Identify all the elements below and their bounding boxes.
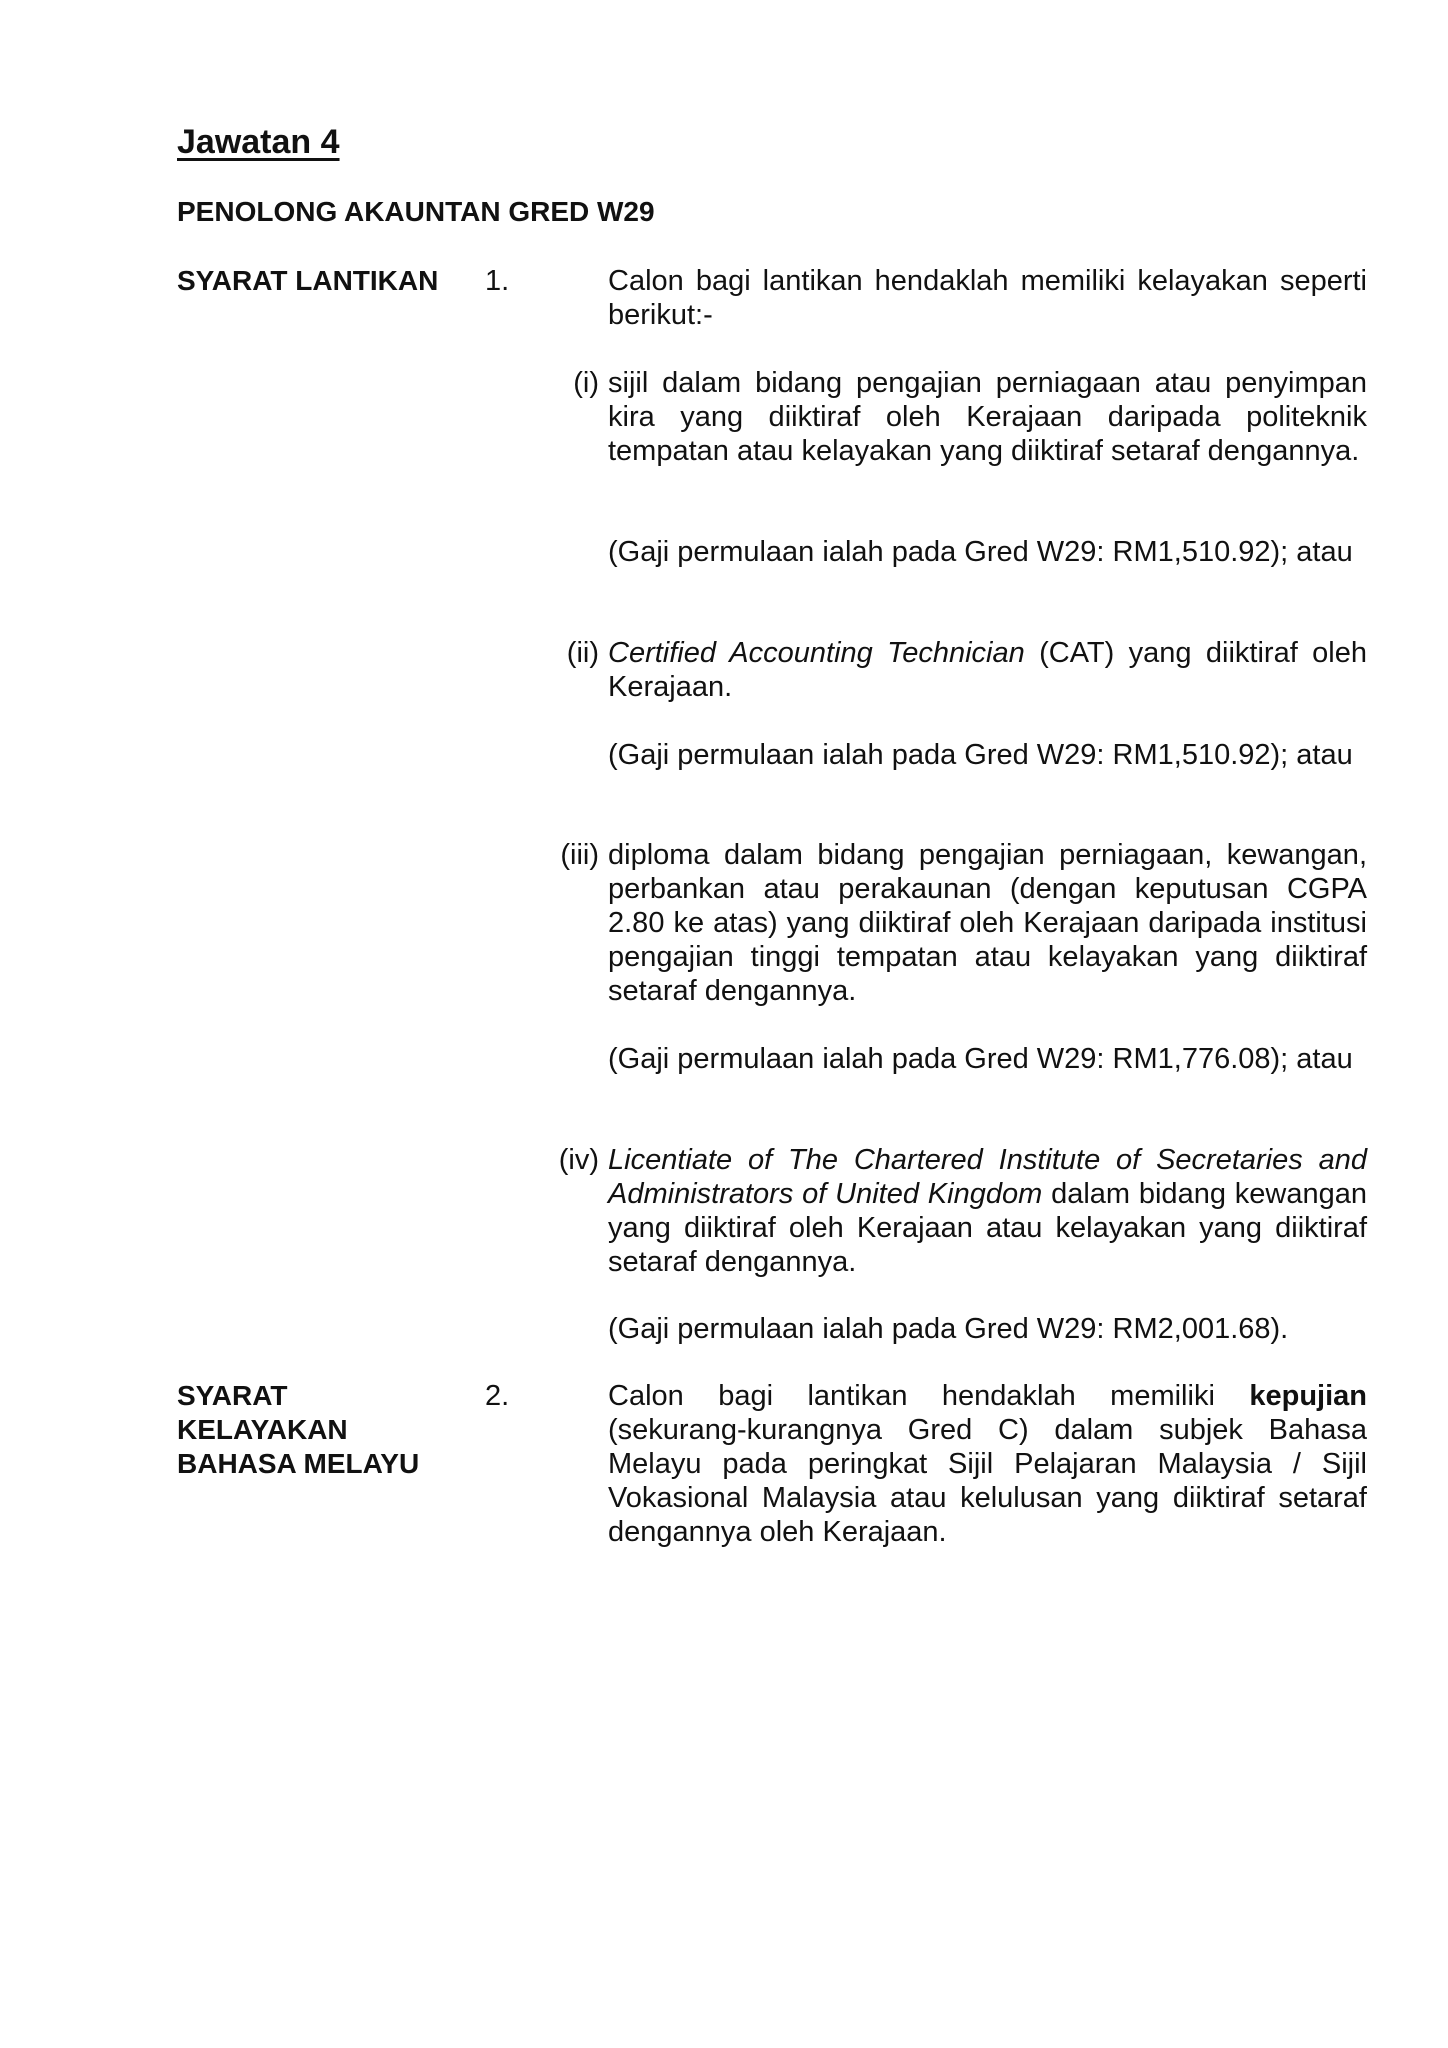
- section-text-bold: kepujian: [1249, 1380, 1367, 1412]
- item-marker: (ii): [566, 637, 599, 669]
- item-text-rest: dalam bidang kewangan yang diiktiraf oleh Kerajaan atau kelayakan yang diiktiraf setaraf dengannya.: [608, 1178, 1367, 1278]
- item-text: diploma dalam bidang pengajian perniagaan, kewangan, perbankan atau perakaunan (dengan keputusan CGPA 2.80 ke atas) yang diiktiraf oleh Kerajaan daripada institusi pengajian tinggi tempatan atau kelayakan yang diiktiraf setaraf dengannya.: [608, 839, 1367, 1007]
- section-intro: Calon bagi lantikan hendaklah memiliki kelayakan seperti berikut:-: [608, 265, 1367, 331]
- section-label-line: KELAYAKAN: [177, 1414, 348, 1445]
- salary-note: (Gaji permulaan ialah pada Gred W29: RM1,776.08); atau: [608, 1043, 1353, 1075]
- list-item: [177, 636, 1367, 706]
- page-title: Jawatan 4: [177, 123, 340, 161]
- item-text-italic: Certified Accounting Technician: [608, 637, 1025, 669]
- salary-note: (Gaji permulaan ialah pada Gred W29: RM1,510.92); atau: [608, 739, 1353, 771]
- section-label-line: SYARAT: [177, 1380, 288, 1411]
- section-number: 2.: [485, 1380, 510, 1412]
- list-item: [177, 366, 1367, 506]
- salary-note: (Gaji permulaan ialah pada Gred W29: RM2,001.68).: [608, 1313, 1289, 1345]
- salary-note: (Gaji permulaan ialah pada Gred W29: RM1,510.92); atau: [608, 536, 1353, 568]
- item-marker: (i): [573, 367, 599, 399]
- section-text: [608, 1379, 1367, 1549]
- item-text-italic: Licentiate of The Chartered Institute of Secretaries and Administrators of United Kingdom: [608, 1144, 1367, 1210]
- section-label-line: BAHASA MELAYU: [177, 1448, 420, 1479]
- section-text-before: Calon bagi lantikan hendaklah memiliki: [608, 1380, 1250, 1412]
- item-marker: (iv): [558, 1144, 599, 1176]
- position-name: PENOLONG AKAUNTAN GRED W29: [177, 196, 655, 227]
- section-text-after: (sekurang-kurangnya Gred C) dalam subjek Bahasa Melayu pada peringkat Sijil Pelajaran Malaysia / Sijil Vokasional Malaysia atau kelulusan yang diiktiraf setaraf dengannya oleh Kerajaan.: [608, 1414, 1367, 1548]
- section-label: SYARAT LANTIKAN: [177, 265, 439, 296]
- item-text: [608, 636, 1367, 704]
- item-marker: (iii): [560, 839, 599, 871]
- item-text: sijil dalam bidang pengajian perniagaan atau penyimpan kira yang diiktiraf oleh Kerajaan daripada politeknik tempatan atau kelayakan yang diiktiraf setaraf dengannya.: [608, 367, 1367, 467]
- item-text-rest: (CAT) yang diiktiraf oleh Kerajaan.: [608, 637, 1367, 703]
- item-text: [608, 1143, 1367, 1279]
- syarat-lantikan-section: [177, 264, 1367, 334]
- list-item: [177, 838, 1367, 1008]
- list-item: [177, 1143, 1367, 1283]
- syarat-bahasa-section: [177, 1379, 1367, 1549]
- section-number: 1.: [485, 265, 510, 297]
- section-label: [177, 1379, 477, 1481]
